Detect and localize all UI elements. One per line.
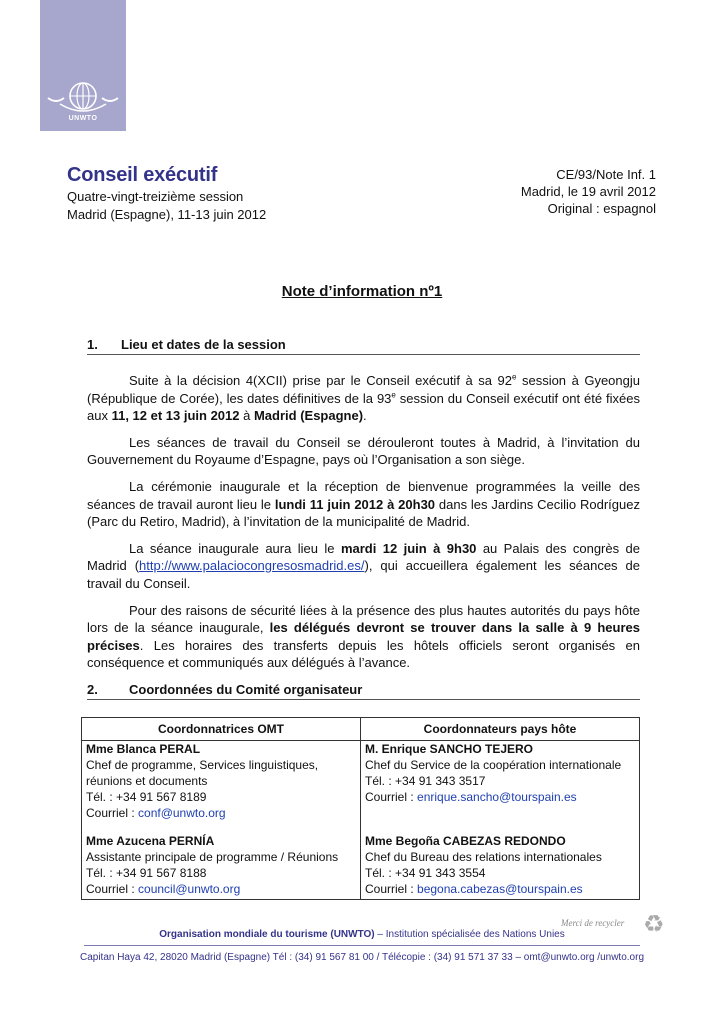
email-link[interactable]: begona.cabezas@tourspain.es <box>417 882 583 896</box>
section-1-heading <box>87 337 640 355</box>
palacio-congresos-link[interactable]: http://www.palaciocongresosmadrid.es/ <box>139 558 365 574</box>
email-link[interactable]: council@unwto.org <box>138 882 241 896</box>
session-line: Quatre-vingt-treizième session <box>67 189 244 204</box>
paragraph-1: Suite à la décision 4(XCII) prise par le Conseil exécutif à sa 92e session à Gyeongju (République de Corée), les dates définitives de la 93e session du Conseil exécutif ont été fixées aux 11, 12 et 13 juin 2012 à Madrid (Espagne). <box>87 372 640 424</box>
footer-divider <box>84 945 640 946</box>
section-1-body <box>87 372 640 681</box>
coordinators-table <box>81 717 640 900</box>
document-date: Madrid, le 19 avril 2012 <box>520 184 656 199</box>
footer-address: Capitan Haya 42, 28020 Madrid (Espagne) Tél : (34) 91 567 81 00 / Télécopie : (34) 91 571 37 33 – omt@unwto.org /unwto.org <box>79 952 645 963</box>
email-link[interactable]: conf@unwto.org <box>138 806 226 820</box>
column-header-host: Coordonnateurs pays hôte <box>361 718 640 741</box>
original-language: Original : espagnol <box>547 201 656 216</box>
footer-organization: Organisation mondiale du tourisme (UNWTO) – Institution spécialisée des Nations Unies <box>159 929 565 940</box>
column-header-unwto: Coordonnatrices OMT <box>82 718 361 741</box>
section-1-number: 1. <box>87 337 98 352</box>
contact-role: Assistante principale de programme / Réunions <box>86 850 339 864</box>
contact-name: Mme Begoña CABEZAS REDONDO <box>365 834 566 848</box>
contact-phone: Tél. : +34 91 567 8189 <box>86 790 207 804</box>
email-link[interactable]: enrique.sancho@tourspain.es <box>417 790 577 804</box>
host-coordinators-cell <box>361 741 640 900</box>
recycle-note: Merci de recycler <box>561 918 625 928</box>
paragraph-3: La cérémonie inaugurale et la réception de bienvenue programmées la veille des séances de travail auront lieu le lundi 11 juin 2012 à 20h30 dans les Jardins Cecilio Rodríguez (Parc du Retiro, Madrid), à l’invitation de la municipalité de Madrid. <box>87 478 640 530</box>
contact-role: Chef du Service de la coopération internationale <box>365 758 622 772</box>
unwto-logo <box>40 0 126 131</box>
section-2-number: 2. <box>87 682 98 697</box>
section-1-title: Lieu et dates de la session <box>121 337 286 352</box>
contact-role: Chef du Bureau des relations internationales <box>365 850 602 864</box>
section-2-title: Coordonnées du Comité organisateur <box>129 682 363 697</box>
contact-role: Chef de programme, Services linguistiques, réunions et documents <box>86 758 319 788</box>
section-2-heading <box>87 682 640 700</box>
contact-email-line: Courriel : begona.cabezas@tourspain.es <box>365 882 583 896</box>
contact-name: M. Enrique SANCHO TEJERO <box>365 742 534 756</box>
contact-phone: Tél. : +34 91 343 3554 <box>365 866 486 880</box>
contact-name: Mme Blanca PERAL <box>86 742 201 756</box>
council-title: Conseil exécutif <box>67 164 218 186</box>
contact-name: Mme Azucena PERNÍA <box>86 834 215 848</box>
place-dates-line: Madrid (Espagne), 11-13 juin 2012 <box>67 207 267 222</box>
unwto-emblem-icon <box>46 82 120 116</box>
table-row <box>82 741 640 900</box>
table-header-row <box>82 718 640 741</box>
contact-phone: Tél. : +34 91 343 3517 <box>365 774 486 788</box>
contact-phone: Tél. : +34 91 567 8188 <box>86 866 207 880</box>
paragraph-5: Pour des raisons de sécurité liées à la présence des plus hautes autorités du pays hôte lors de la séance inaugurale, les délégués devront se trouver dans la salle à 9 heures précises. Les horaires des transferts depuis les hôtels officiels seront organisés en conséquence et communiqués aux délégués à l’avance. <box>87 602 640 671</box>
document-reference: CE/93/Note Inf. 1 <box>556 167 656 182</box>
note-title: Note d’information nº1 <box>281 283 443 300</box>
contact-email-line: Courriel : council@unwto.org <box>86 882 241 896</box>
contact-email-line: Courriel : enrique.sancho@tourspain.es <box>365 790 577 804</box>
logo-text: UNWTO <box>68 115 98 122</box>
recycle-icon: ♻ <box>643 911 665 938</box>
paragraph-2: Les séances de travail du Conseil se dérouleront toutes à Madrid, à l’invitation du Gouvernement du Royaume d’Espagne, pays où l’Organisation a son siège. <box>87 434 640 468</box>
unwto-coordinators-cell <box>82 741 361 900</box>
paragraph-4: La séance inaugurale aura lieu le mardi 12 juin à 9h30 au Palais des congrès de Madrid (http://www.palaciocongresosmadrid.es/), qui accueillera également les séances de travail du Conseil. <box>87 540 640 591</box>
contact-email-line: Courriel : conf@unwto.org <box>86 806 226 820</box>
footer-email-link[interactable]: omt@unwto.org <box>523 952 595 963</box>
